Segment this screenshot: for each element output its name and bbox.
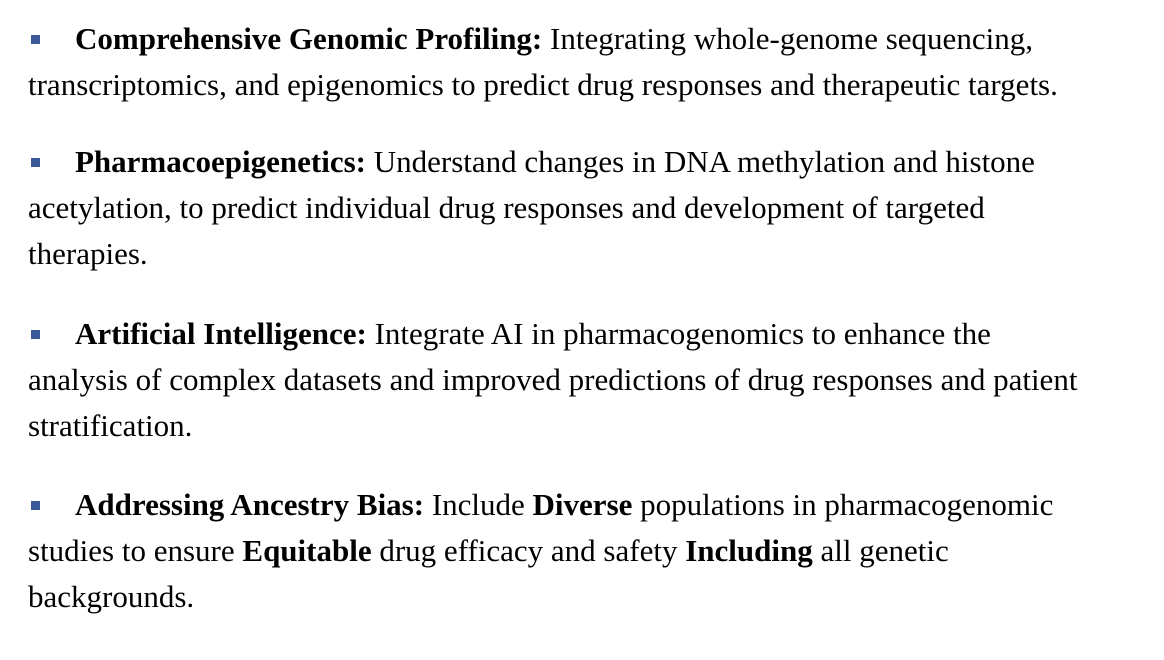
- emphasis-including: Including: [685, 533, 813, 568]
- square-bullet-icon: [31, 501, 40, 510]
- bullet-item-pharmacoepigenetics: [28, 139, 1164, 277]
- item-line-2: analysis of complex datasets and improved predictions of drug responses and patient: [28, 362, 1078, 397]
- item-heading: Comprehensive Genomic Profiling:: [75, 21, 543, 56]
- item-heading: Addressing Ancestry Bias:: [75, 487, 425, 522]
- item-heading: Pharmacoepigenetics:: [75, 144, 366, 179]
- item-line-1: [28, 482, 1164, 528]
- bullet-item-artificial-intelligence: [28, 311, 1164, 449]
- item-text: populations in pharmacogenomic: [632, 487, 1054, 522]
- item-line-3: stratification.: [28, 408, 193, 443]
- item-heading: Artificial Intelligence:: [75, 316, 367, 351]
- item-line-1: [28, 139, 1164, 185]
- square-bullet-icon: [31, 35, 40, 44]
- item-line-2: acetylation, to predict individual drug responses and development of targeted: [28, 190, 985, 225]
- item-text: studies to ensure: [28, 533, 243, 568]
- item-line-2: [28, 528, 1164, 574]
- item-line-3: therapies.: [28, 236, 148, 271]
- item-text: Integrating whole-genome sequencing,: [542, 21, 1033, 56]
- item-line-1: [28, 311, 1164, 357]
- item-line-2: transcriptomics, and epigenomics to predict drug responses and therapeutic targets.: [28, 67, 1058, 102]
- square-bullet-icon: [31, 330, 40, 339]
- bullet-item-ancestry-bias: [28, 482, 1164, 620]
- item-line-3: backgrounds.: [28, 579, 195, 614]
- item-text: Understand changes in DNA methylation and histone: [365, 144, 1035, 179]
- emphasis-diverse: Diverse: [532, 487, 633, 522]
- item-line-1: [28, 16, 1164, 62]
- item-text: Include: [424, 487, 533, 522]
- bullet-item-genomic-profiling: [28, 16, 1164, 108]
- square-bullet-icon: [31, 158, 40, 167]
- item-text: all genetic: [812, 533, 949, 568]
- emphasis-equitable: Equitable: [242, 533, 372, 568]
- item-text: Integrate AI in pharmacogenomics to enhance the: [366, 316, 991, 351]
- item-text: drug efficacy and safety: [371, 533, 686, 568]
